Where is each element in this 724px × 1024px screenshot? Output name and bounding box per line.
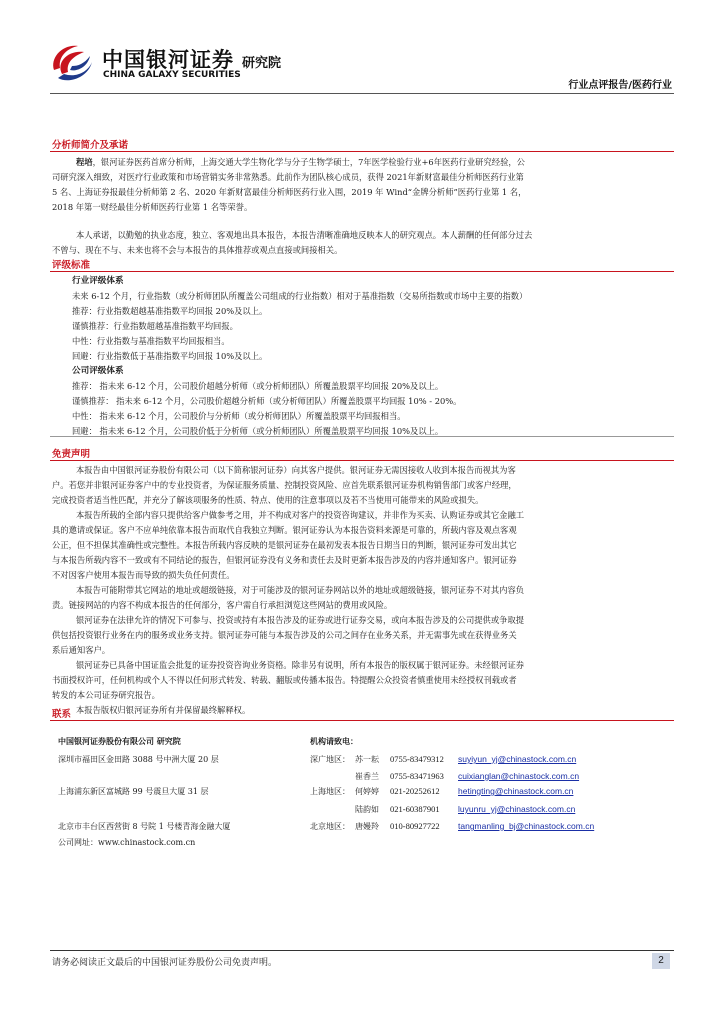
footer-notice: 请务必阅读正文最后的中国银河证券股份公司免责声明。 [52, 958, 278, 968]
bio-line: 5 名、上海证券报最佳分析师第 2 名、2020 年新财富最佳分析师医药行业入围，2019 年 Wind“金牌分析师”医药行业第 1 名， [52, 187, 527, 197]
disclaimer-line: 不对因客户使用本报告而导致的损失负任何责任。 [52, 570, 235, 580]
disclaimer-line: 本报告可能附带其它网站的地址或超级链接，对于可能涉及的银河证券网站以外的地址或超级链接，银河证券不对其内容负 [76, 585, 525, 595]
disclaimer-line: 与本报告所载内容不一致或有不同结论的报告，但银河证券没有义务和责任去及时更新本报告涉及的内容并通知客户。银河证券 [52, 555, 517, 565]
logo-chinese-name: 中国银河证券 [102, 48, 234, 72]
contact-phone: 0755-83471963 [390, 771, 444, 781]
contact-section-title: 联系 [52, 709, 72, 720]
disclaimer-line: 银河证券在法律允许的情况下可参与、投资或持有本报告涉及的证券或进行证券交易，或向本报告涉及的公司提供或争取提 [76, 615, 525, 625]
rating-line: 未来 6-12 个月，行业指数（或分析师团队所覆盖公司组成的行业指数）相对于基准指数（交易所指数或市场中主要的指数） [72, 291, 528, 301]
contact-name: 陆韵如 [355, 805, 379, 814]
disclaimer-section-rule [50, 460, 674, 461]
analyst-pledge [52, 228, 674, 258]
contact-email-link[interactable]: luyunru_yj@chinastock.com.cn [458, 804, 576, 814]
header-divider [50, 93, 674, 94]
company-website[interactable]: 公司网址：www.chinastock.com.cn [58, 838, 196, 847]
bio-line: 2018 年第一财经最佳分析师医药行业第 1 名等荣誉。 [52, 202, 253, 212]
logo-institute-name: 研究院 [242, 56, 282, 71]
analyst-bio [52, 155, 674, 215]
report-type-label: 行业点评报告/医药行业 [568, 80, 672, 91]
rating-line: 谨慎推荐： 指未来 6-12 个月，公司股价超越分析师（或分析师团队）所覆盖股票平均回报 10% - 20%。 [72, 396, 462, 406]
galaxy-logo-icon [48, 40, 96, 84]
company-name: 中国银河证券股份有限公司 研究院 [58, 736, 181, 746]
rating-line: 中性： 指未来 6-12 个月，公司股价与分析师（或分析师团队）所覆盖股票平均回报相当。 [72, 411, 406, 421]
disclaimer-line: 户。若您并非银河证券客户中的专业投资者，为保证服务质量、控制投资风险、应首先联系银河证券机构销售部门或客户经理， [52, 480, 517, 490]
disclaimer-line: 供包括投资银行业务在内的服务或业务支持。银河证券可能与本报告涉及的公司之间存在业务关系，并无需事先或在获得业务关 [52, 630, 517, 640]
contact-region: 上海地区： [310, 787, 350, 796]
contact-email-link[interactable]: cuixianglan@chinastock.com.cn [458, 771, 580, 781]
disclaimer-line: 本报告由中国银河证券股份有限公司（以下简称银河证券）向其客户提供。银河证券无需因接收人收到本报告而视其为客 [76, 465, 516, 475]
contact-section-rule [50, 720, 674, 721]
contact-region: 深广地区： [310, 755, 350, 764]
page-number: 2 [652, 953, 670, 969]
contact-phone: 0755-83479312 [390, 754, 444, 764]
contact-phone: 010-80927722 [390, 821, 440, 831]
disclaimer-line: 完成投资者适当性匹配，并充分了解该项服务的性质、特点、使用的注意事项以及若不当使用可能带来的风险或损失。 [52, 495, 484, 505]
rating-section-title: 评级标准 [52, 260, 91, 271]
address-shenzhen: 深圳市福田区金田路 3088 号中洲大厦 20 层 [58, 755, 219, 764]
rating-line: 推荐： 指未来 6-12 个月，公司股价超越分析师（或分析师团队）所覆盖股票平均回报 20%及以上。 [72, 381, 444, 391]
contact-phone: 021-20252612 [390, 786, 440, 796]
industry-rating [72, 274, 674, 439]
rating-section-rule [50, 271, 674, 272]
footer-divider [50, 950, 674, 951]
disclaimer-line: 公正，但不担保其准确性或完整性。本报告所载内容反映的是银河证券在最初发表本报告日期当日的判断，银河证券可发出其它 [52, 540, 517, 550]
pledge-line: 不曾与、现在不与、未来也将不会与本报告的具体推荐或观点直接或间接相关。 [52, 245, 343, 255]
analyst-section-rule [50, 151, 674, 152]
address-beijing: 北京市丰台区西营街 8 号院 1 号楼青海金融大厦 [58, 822, 231, 831]
address-shanghai: 上海浦东新区富城路 99 号震旦大厦 31 层 [58, 787, 209, 796]
rating-line: 回避：行业指数低于基准指数平均回报 10%及以上。 [72, 351, 268, 361]
rating-line: 推荐：行业指数超越基准指数平均回报 20%及以上。 [72, 306, 268, 316]
contact-email-link[interactable]: hetingting@chinastock.com.cn [458, 786, 574, 796]
rating-line: 中性：行业指数与基准指数平均回报相当。 [72, 336, 230, 346]
contact-name: 唐嫚羚 [355, 822, 379, 831]
analyst-section-title: 分析师简介及承诺 [52, 140, 129, 151]
analyst-name: 程培 [76, 157, 93, 167]
bio-line: 司研究深入细致，对医疗行业政策和市场营销实务非常熟悉。此前作为团队核心成员，获得 2021年新财富最佳分析师医药行业第 [52, 172, 524, 182]
contact-name: 何婷婷 [355, 787, 379, 796]
contact-name: 崔香兰 [355, 772, 379, 781]
disclaimer-line: 本报告版权归银河证券所有并保留最终解释权。 [76, 705, 251, 715]
rating-end-rule [50, 436, 674, 437]
rating-line: 谨慎推荐：行业指数超越基准指数平均回报。 [72, 321, 238, 331]
rating-line: 回避： 指未来 6-12 个月，公司股价低于分析师（或分析师团队）所覆盖股票平均回报 10%及以上。 [72, 426, 444, 436]
contact-name: 苏一耘 [355, 755, 379, 764]
contact-email-link[interactable]: tangmanling_bj@chinastock.com.cn [458, 821, 595, 831]
inquiry-title: 机构请致电： [310, 736, 358, 746]
disclaimer-line: 银河证券已具备中国证监会批复的证券投资咨询业务资格。除非另有说明，所有本报告的版权属于银河证券。未经银河证券 [76, 660, 525, 670]
disclaimer-line: 转发的本公司证券研究报告。 [52, 690, 160, 700]
company-rating-title: 公司评级体系 [72, 366, 124, 376]
logo-english-name: CHINA GALAXY SECURITIES [103, 70, 241, 80]
disclaimer-line: 责。链接网站的内容不构成本报告的任何部分，客户需自行承担浏览这些网站的费用或风险。 [52, 600, 393, 610]
disclaimer-line: 书面授权许可，任何机构或个人不得以任何形式转发、转载、翻版或传播本报告。特提醒公众投资者慎重使用未经授权刊载或者 [52, 675, 517, 685]
disclaimer-line: 系后通知客户。 [52, 645, 111, 655]
bio-line: ，银河证券医药首席分析师，上海交通大学生物化学与分子生物学硕士，7年医学检验行业+6年医药行业研究经验，公 [92, 157, 525, 167]
disclaimer-line: 本报告所载的全部内容只提供给客户做参考之用，并不构成对客户的投资咨询建议，并非作为买卖、认购证券或其它金融工 [76, 510, 525, 520]
contact-email-link[interactable]: suyiyun_yj@chinastock.com.cn [458, 754, 577, 764]
disclaimer-line: 具的邀请或保证。客户不应单纯依靠本报告而取代自我独立判断。银河证券认为本报告资料来源是可靠的，所载内容及观点客观 [52, 525, 517, 535]
disclaimer-section-title: 免责声明 [52, 449, 91, 460]
disclaimer-body [52, 463, 674, 718]
contact-region: 北京地区： [310, 822, 350, 831]
contact-phone: 021-60387901 [390, 804, 440, 814]
pledge-line: 本人承诺，以勤勉的执业态度，独立、客观地出具本报告，本报告清晰准确地反映本人的研究观点。本人薪酬的任何部分过去 [76, 230, 533, 240]
industry-rating-title: 行业评级体系 [72, 276, 124, 286]
